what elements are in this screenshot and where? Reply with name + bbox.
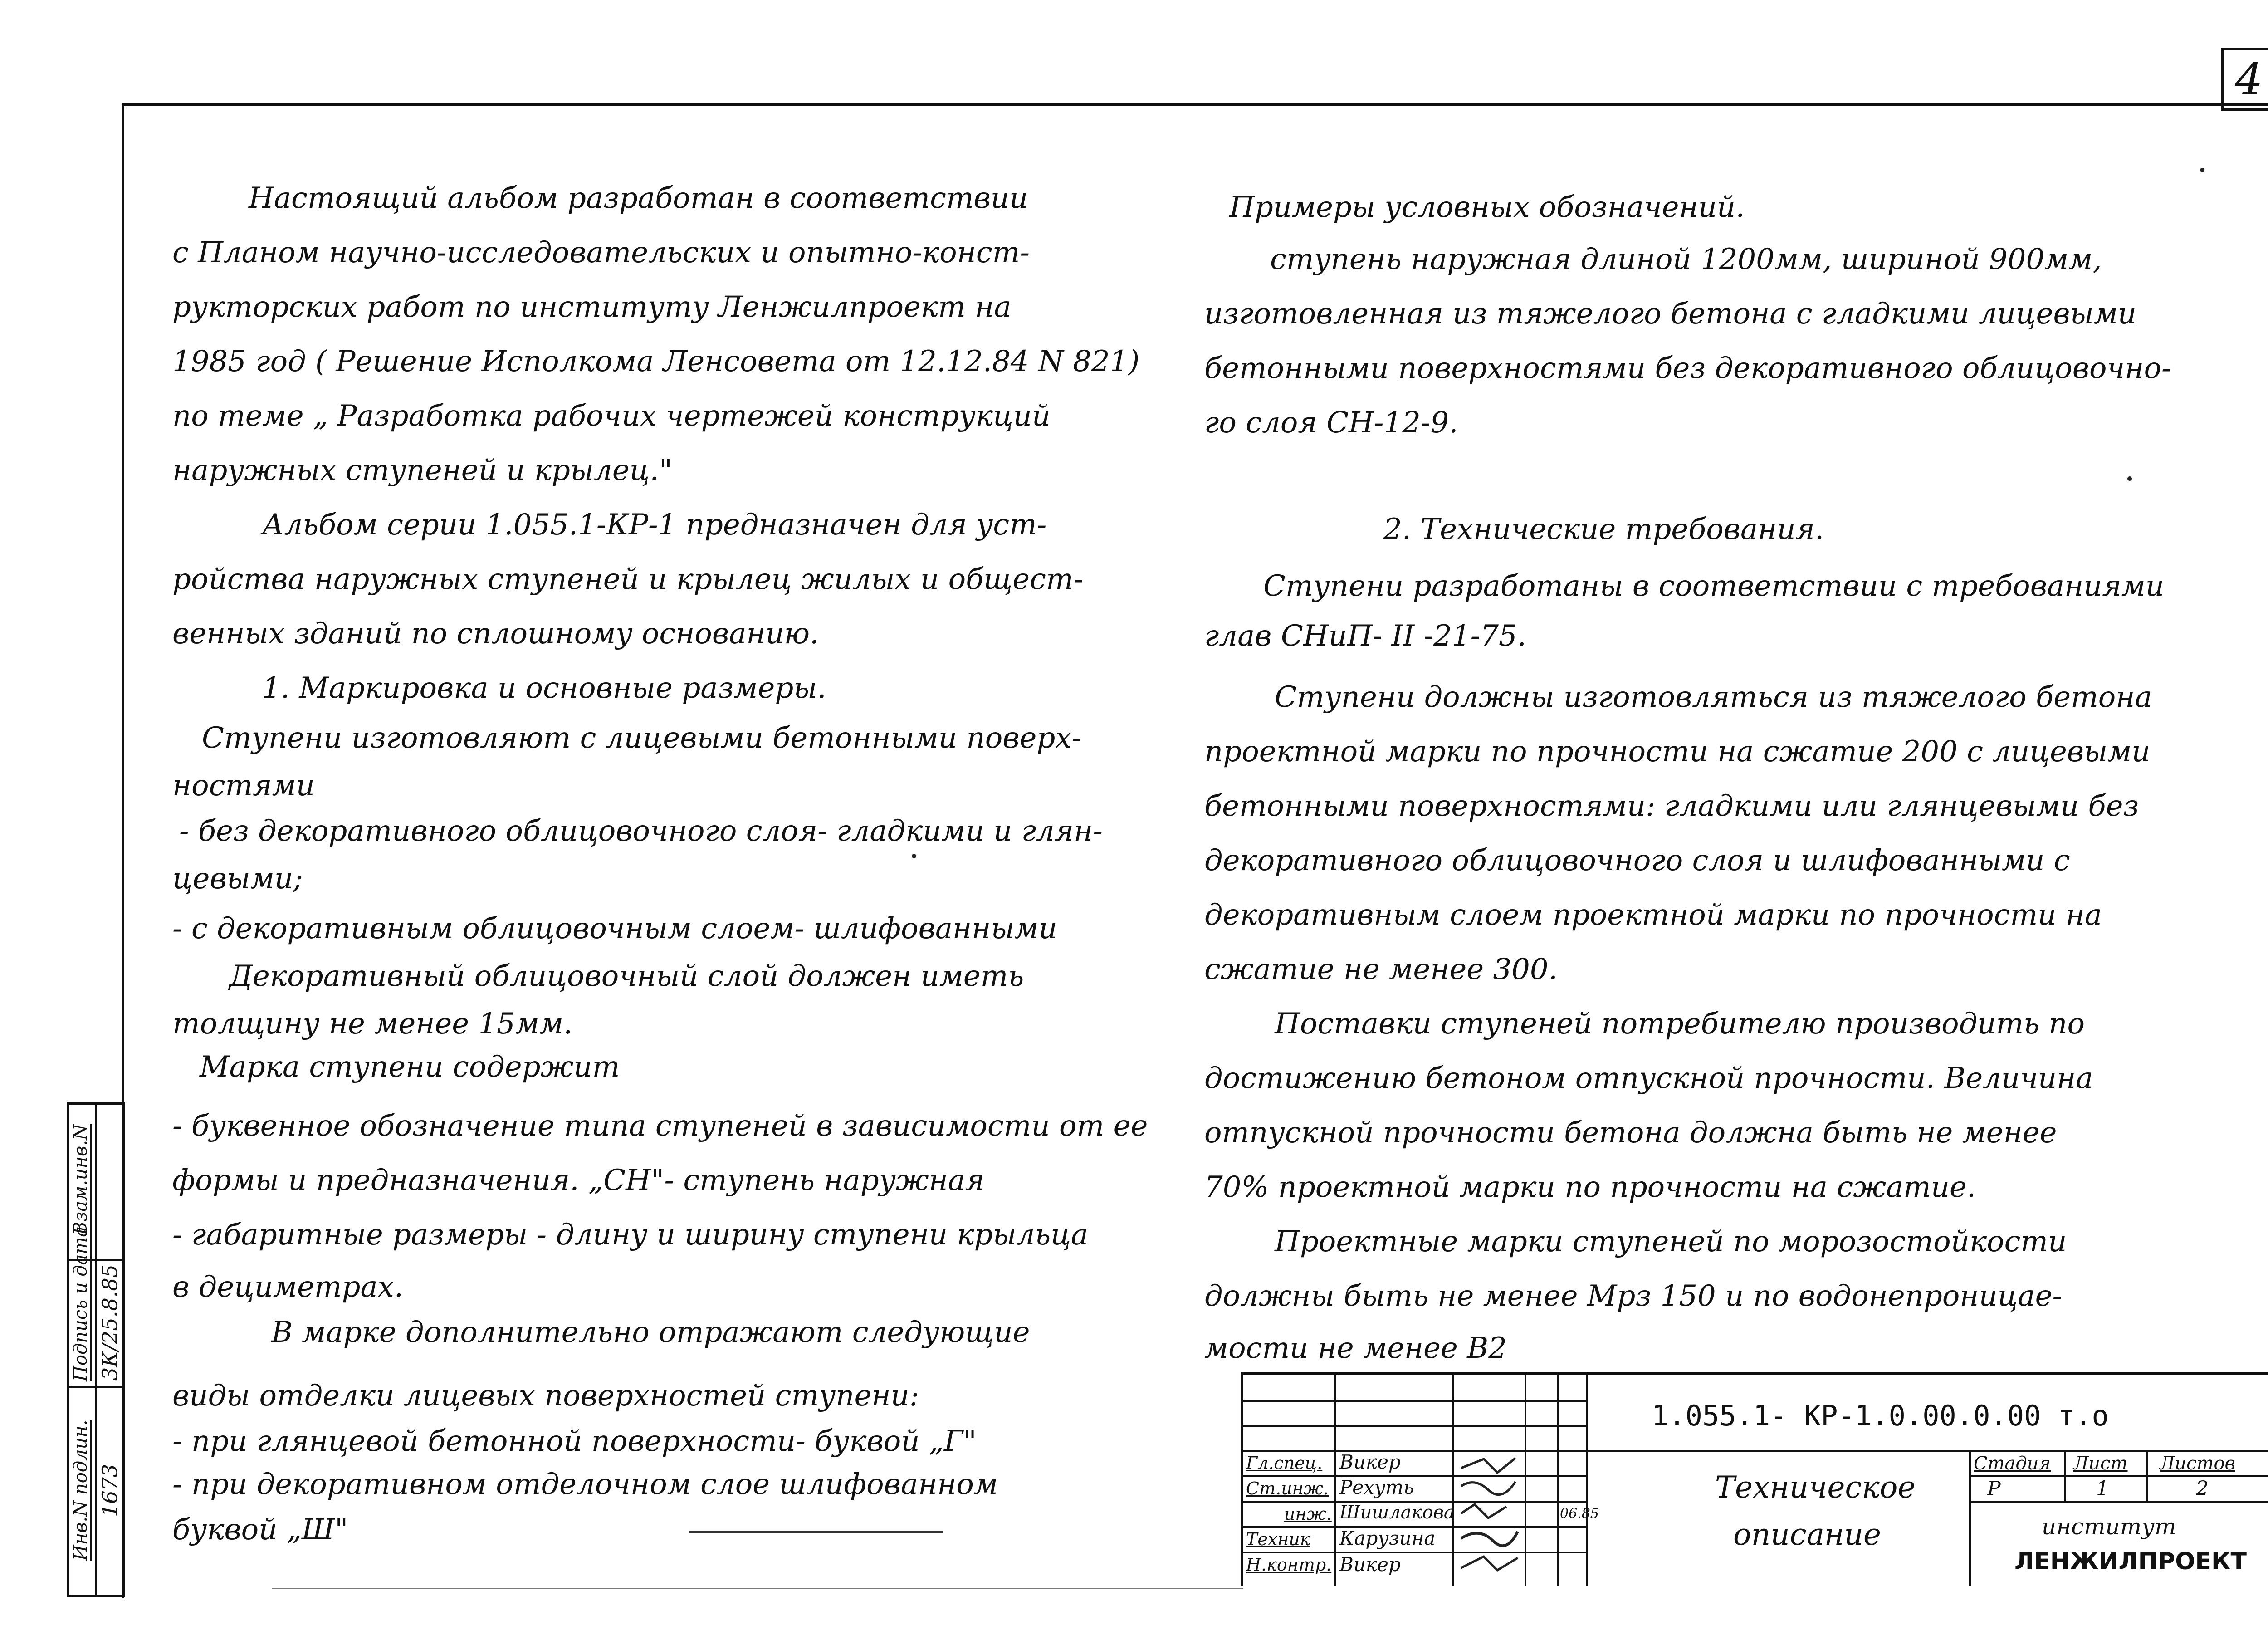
grid-line [2064,1450,2066,1501]
signatory-name: Рехуть [1339,1476,1414,1498]
strip-divider [95,1105,97,1595]
paragraph-line: Альбом серии 1.055.1-КР-1 предназначен для уст- [262,508,1047,542]
grid-line [1334,1375,1336,1586]
paragraph-line: В марке дополнительно отражают следующие [271,1316,1030,1349]
grid-line [2146,1450,2148,1501]
ink-dot [2200,168,2204,172]
paragraph-line: ступень наружная длиной 1200мм, шириной 900мм, [1270,243,2102,276]
paragraph-line: ройства наружных ступеней и крылец жилых и общест- [172,563,1084,596]
page-number-box [2221,48,2268,111]
signatory-role: Техник [1246,1529,1310,1549]
paragraph-line: - при декоративном отделочном слое шлифованном [172,1468,998,1501]
paragraph-line: в дециметрах. [172,1270,404,1304]
paragraph-line: сжатие не менее 300. [1204,953,1558,986]
signatory-name: Шишлакова [1339,1502,1455,1523]
title-block [1241,1372,2268,1586]
underline-stroke [689,1531,943,1533]
grid-line [1969,1475,2268,1477]
paragraph-line: виды отделки лицевых поверхностей ступени: [172,1379,919,1413]
paragraph-line: с Планом научно-исследовательских и опытно-конст- [172,236,1030,269]
signatory-role: Ст.инж. [1246,1479,1329,1498]
grid-line [1243,1400,1586,1402]
bottom-rule [272,1588,1243,1589]
institute-label: институт [2042,1513,2176,1540]
paragraph-line: декоративного облицовочного слоя и шлифованными с [1204,844,2070,877]
grid-line [1969,1501,2268,1503]
grid-line [1243,1552,1586,1553]
signatory-role: Н.контр. [1246,1555,1332,1575]
paragraph-line: Проектные марки ступеней по морозостойкости [1275,1225,2067,1258]
strip-divider [69,1386,123,1388]
paragraph-line: достижению бетоном отпускной прочности. Величина [1204,1062,2093,1095]
signatory-name: Викер [1339,1451,1401,1473]
grid-line [1586,1375,1588,1586]
ink-dot [912,854,916,858]
side-binding-strip [67,1102,125,1597]
stage-value: Р [1987,1477,2001,1500]
paragraph-line: проектной марки по прочности на сжатие 200 с лицевыми [1204,735,2151,769]
approval-date: 06.85 [1560,1506,1599,1522]
paragraph-line: Примеры условных обозначений. [1229,191,1745,224]
paragraph-line: - при глянцевой бетонной поверхности- буквой „Г" [172,1425,977,1458]
paragraph-line: отпускной прочности бетона должна быть не менее [1204,1116,2057,1150]
signatures-graphic [1457,1454,1520,1581]
sheets-header: Листов [2160,1453,2235,1474]
strip-label-original-inv: Инв.N подлин. [70,1420,91,1561]
paragraph-line: Ступени должны изготовляться из тяжелого бетона [1275,681,2152,714]
grid-line [1557,1375,1559,1586]
paragraph-line: Поставки ступеней потребителю производить по [1275,1007,2085,1041]
paragraph-line: рукторских работ по институту Ленжилпроект на [172,290,1012,324]
signatory-name: Викер [1339,1553,1401,1576]
grid-line [1452,1375,1454,1586]
paragraph-line: бетонными поверхностями: гладкими или глянцевыми без [1204,789,2139,823]
sheets-value: 2 [2196,1477,2209,1500]
document-title-line1: Техническое [1715,1470,1916,1505]
paragraph-line: буквой „Ш" [172,1513,348,1547]
grid-line [1525,1375,1526,1586]
strip-label-signature-date: Подпись и дата [70,1226,91,1381]
sheet-header: Лист [2073,1453,2128,1474]
paragraph-line: цевыми; [172,862,303,896]
paragraph-line: должны быть не менее Мрз 150 и по водонепроницае- [1204,1279,2063,1313]
stage-header: Стадия [1974,1453,2051,1474]
grid-line [1243,1475,1586,1477]
strip-value-original-inv: 1673 [98,1464,122,1517]
paragraph-line: - буквенное обозначение типа ступеней в зависимости от ее [172,1109,1148,1143]
paragraph-line: Марка ступени содержит [200,1050,620,1084]
signatory-role: Гл.спец. [1246,1453,1323,1473]
paragraph-line: декоративным слоем проектной марки по прочности на [1204,898,2102,932]
paragraph-line: го слоя СН-12-9. [1204,406,1458,440]
section-heading: 2. Технические требования. [1383,513,1824,546]
page-number: 4 [2235,54,2263,105]
signatory-role: инж. [1284,1504,1332,1524]
paragraph-line: наружных ступеней и крылец." [172,454,673,487]
institute-name: ЛЕНЖИЛПРОЕКТ [2014,1548,2247,1575]
paragraph-line: - с декоративным облицовочным слоем- шлифованными [172,912,1057,945]
grid-line [1969,1450,1971,1586]
paragraph-line: 70% проектной марки по прочности на сжатие. [1204,1170,1976,1204]
paragraph-line: ностями [172,769,315,803]
paragraph-line: Ступени разработаны в соответствии с требованиями [1263,569,2165,603]
strip-value-signature-date: 3К/25.8.85 [98,1264,122,1381]
paragraph-line: глав СНиП- II -21-75. [1204,619,1526,653]
paragraph-line: - габаритные размеры - длину и ширину ступени крыльца [172,1218,1088,1252]
section-heading: 1. Маркировка и основные размеры. [262,671,826,705]
paragraph-line: - без декоративного облицовочного слоя- гладкими и глян- [179,814,1103,848]
paragraph-line: мости не менее В2 [1204,1332,1507,1365]
sheet-value: 1 [2096,1477,2109,1500]
signatory-name: Карузина [1339,1527,1436,1549]
paragraph-line: 1985 год ( Решение Исполкома Ленсовета от 12.12.84 N 821) [172,345,1140,378]
paragraph-line: формы и предназначения. „СН"- ступень наружная [172,1164,985,1197]
document-title-line2: описание [1733,1517,1882,1552]
paragraph-line: Декоративный облицовочный слой должен иметь [229,960,1024,993]
paragraph-line: Ступени изготовляют с лицевыми бетонными поверх- [202,721,1082,755]
paragraph-line: бетонными поверхностями без декоративного облицовочно- [1204,352,2171,385]
paragraph-line: изготовленная из тяжелого бетона с гладкими лицевыми [1204,297,2136,331]
paragraph-line: по теме „ Разработка рабочих чертежей конструкций [172,399,1051,433]
ink-dot [2127,476,2132,481]
grid-line [1243,1425,1586,1427]
paragraph-line: венных зданий по сплошному основанию. [172,617,819,651]
paragraph-line: Настоящий альбом разработан в соответствии [249,181,1028,215]
document-designation: 1.055.1- КР-1.0.00.0.00 т.о [1652,1399,2109,1432]
paragraph-line: толщину не менее 15мм. [172,1007,573,1041]
strip-label-replaced-inv: Взам.инв.N [70,1124,91,1235]
